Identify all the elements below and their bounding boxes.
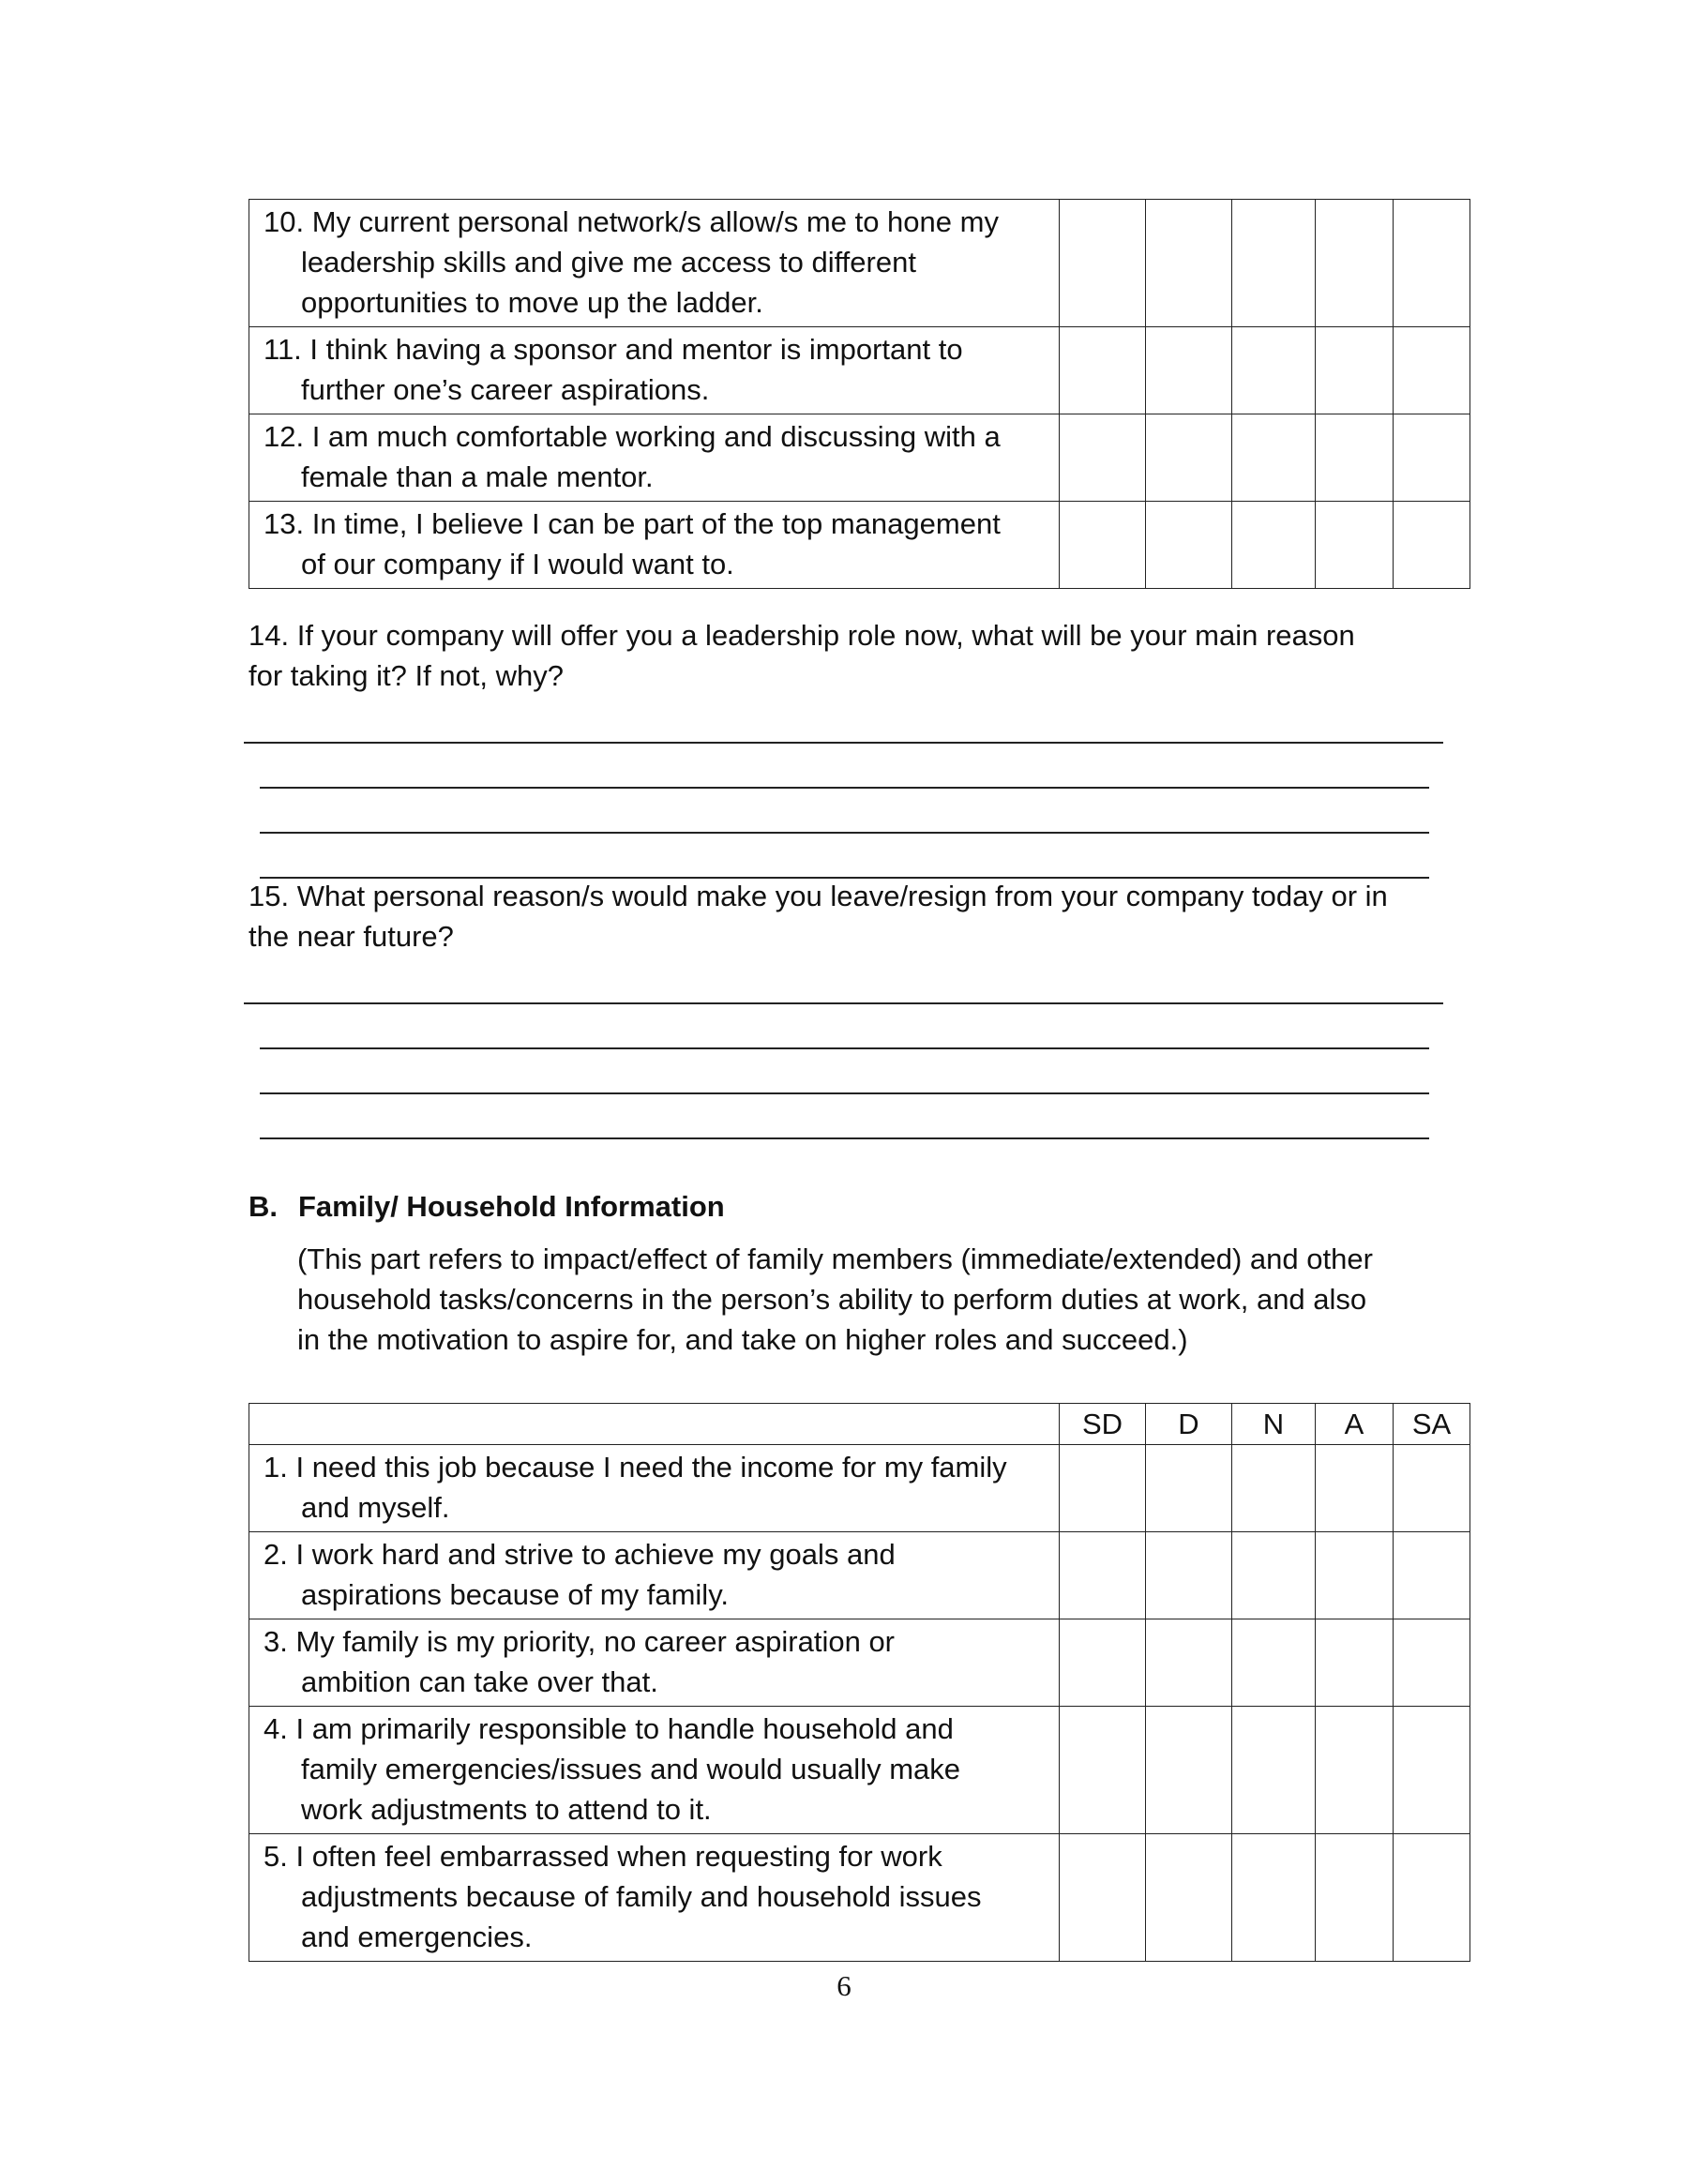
statement-line: and myself.	[301, 1491, 450, 1524]
statement-cell	[249, 1445, 1060, 1532]
page-number: 6	[836, 1969, 852, 2002]
statement-line: 5. I often feel embarrassed when requesting for work	[264, 1840, 942, 1873]
table-row	[249, 1707, 1470, 1834]
rating-box-sd[interactable]	[1060, 1834, 1146, 1962]
header-blank-cell	[249, 1404, 1060, 1445]
statement-line: ambition can take over that.	[301, 1665, 658, 1698]
rating-box-a[interactable]	[1316, 1619, 1394, 1707]
description-line: household tasks/concerns in the person’s ability to perform duties at work, and also	[297, 1283, 1367, 1316]
header-a: A	[1316, 1404, 1394, 1445]
rating-box-sd[interactable]	[1060, 1445, 1146, 1532]
table-row	[249, 200, 1470, 327]
answer-line[interactable]	[260, 1137, 1429, 1139]
rating-box-sd[interactable]	[1060, 327, 1146, 414]
table-row	[249, 414, 1470, 502]
statement-line: 1. I need this job because I need the income for my family	[264, 1451, 1007, 1484]
rating-box-d[interactable]	[1146, 502, 1232, 589]
question-14	[249, 615, 1496, 696]
description-line: (This part refers to impact/effect of family members (immediate/extended) and other	[297, 1243, 1373, 1275]
answer-line[interactable]	[244, 1002, 1443, 1004]
rating-box-sd[interactable]	[1060, 1619, 1146, 1707]
rating-box-sa[interactable]	[1394, 1619, 1470, 1707]
answer-line[interactable]	[260, 1047, 1429, 1049]
rating-box-sd[interactable]	[1060, 200, 1146, 327]
rating-box-d[interactable]	[1146, 1445, 1232, 1532]
statement-cell	[249, 327, 1060, 414]
rating-box-d[interactable]	[1146, 1532, 1232, 1619]
statement-cell	[249, 1834, 1060, 1962]
header-sd: SD	[1060, 1404, 1146, 1445]
rating-box-a[interactable]	[1316, 1834, 1394, 1962]
leadership-statements-table	[249, 199, 1470, 589]
question-15	[249, 876, 1496, 956]
rating-box-d[interactable]	[1146, 200, 1232, 327]
rating-box-a[interactable]	[1316, 414, 1394, 502]
rating-box-d[interactable]	[1146, 327, 1232, 414]
statement-line: adjustments because of family and household issues	[301, 1880, 982, 1913]
rating-box-d[interactable]	[1146, 414, 1232, 502]
rating-box-d[interactable]	[1146, 1619, 1232, 1707]
rating-box-n[interactable]	[1232, 414, 1316, 502]
header-sa: SA	[1394, 1404, 1470, 1445]
rating-box-n[interactable]	[1232, 502, 1316, 589]
statement-line: 13. In time, I believe I can be part of the top management	[264, 507, 1001, 540]
statement-cell	[249, 1619, 1060, 1707]
section-title: Family/ Household Information	[298, 1190, 725, 1223]
statement-line: opportunities to move up the ladder.	[301, 286, 763, 319]
statement-line: 4. I am primarily responsible to handle household and	[264, 1712, 954, 1745]
rating-box-d[interactable]	[1146, 1707, 1232, 1834]
rating-box-d[interactable]	[1146, 1834, 1232, 1962]
question-line: for taking it? If not, why?	[249, 659, 565, 692]
description-line: in the motivation to aspire for, and take on higher roles and succeed.)	[297, 1323, 1188, 1356]
rating-box-sa[interactable]	[1394, 502, 1470, 589]
section-letter: B.	[249, 1190, 278, 1223]
table-row	[249, 1445, 1470, 1532]
question-line: 15. What personal reason/s would make you leave/resign from your company today or in	[249, 880, 1388, 912]
rating-box-sa[interactable]	[1394, 414, 1470, 502]
rating-box-n[interactable]	[1232, 1532, 1316, 1619]
rating-box-sa[interactable]	[1394, 1707, 1470, 1834]
statement-line: family emergencies/issues and would usually make	[301, 1753, 960, 1785]
statement-cell	[249, 1532, 1060, 1619]
statement-line: 10. My current personal network/s allow/s me to hone my	[264, 205, 999, 238]
answer-line[interactable]	[260, 832, 1429, 834]
statement-line: of our company if I would want to.	[301, 548, 734, 580]
statement-line: 3. My family is my priority, no career aspiration or	[264, 1625, 896, 1658]
rating-box-a[interactable]	[1316, 1532, 1394, 1619]
header-n: N	[1232, 1404, 1316, 1445]
table-row	[249, 1834, 1470, 1962]
section-description	[297, 1239, 1373, 1360]
question-line: the near future?	[249, 920, 454, 953]
rating-box-a[interactable]	[1316, 1445, 1394, 1532]
rating-box-sa[interactable]	[1394, 1834, 1470, 1962]
table-header-row	[249, 1404, 1470, 1445]
statement-line: 11. I think having a sponsor and mentor is important to	[264, 333, 963, 366]
table-row	[249, 1532, 1470, 1619]
family-statements-table	[249, 1403, 1470, 1962]
table-row	[249, 502, 1470, 589]
statement-line: work adjustments to attend to it.	[301, 1793, 712, 1826]
rating-box-sd[interactable]	[1060, 1532, 1146, 1619]
statement-line: leadership skills and give me access to different	[301, 246, 916, 279]
rating-box-n[interactable]	[1232, 1834, 1316, 1962]
statement-cell	[249, 200, 1060, 327]
rating-box-n[interactable]	[1232, 327, 1316, 414]
answer-line[interactable]	[244, 742, 1443, 744]
rating-box-n[interactable]	[1232, 1445, 1316, 1532]
statement-cell	[249, 502, 1060, 589]
statement-line: further one’s career aspirations.	[301, 373, 710, 406]
question-line: 14. If your company will offer you a leadership role now, what will be your main reason	[249, 619, 1355, 652]
rating-box-n[interactable]	[1232, 1619, 1316, 1707]
table-row	[249, 1619, 1470, 1707]
rating-box-sd[interactable]	[1060, 502, 1146, 589]
table-row	[249, 327, 1470, 414]
statement-cell	[249, 1707, 1060, 1834]
rating-box-sa[interactable]	[1394, 200, 1470, 327]
rating-box-n[interactable]	[1232, 1707, 1316, 1834]
statement-line: and emergencies.	[301, 1920, 533, 1953]
answer-line[interactable]	[260, 787, 1429, 789]
statement-cell	[249, 414, 1060, 502]
rating-box-a[interactable]	[1316, 200, 1394, 327]
section-heading	[249, 1186, 725, 1227]
rating-box-n[interactable]	[1232, 200, 1316, 327]
statement-line: 2. I work hard and strive to achieve my goals and	[264, 1538, 896, 1571]
rating-box-sd[interactable]	[1060, 1707, 1146, 1834]
rating-box-a[interactable]	[1316, 327, 1394, 414]
rating-box-sa[interactable]	[1394, 1532, 1470, 1619]
rating-box-a[interactable]	[1316, 502, 1394, 589]
answer-line[interactable]	[260, 1092, 1429, 1094]
statement-line: female than a male mentor.	[301, 460, 654, 493]
rating-box-a[interactable]	[1316, 1707, 1394, 1834]
rating-box-sd[interactable]	[1060, 414, 1146, 502]
rating-box-sa[interactable]	[1394, 327, 1470, 414]
header-d: D	[1146, 1404, 1232, 1445]
statement-line: 12. I am much comfortable working and discussing with a	[264, 420, 1001, 453]
statement-line: aspirations because of my family.	[301, 1578, 730, 1611]
rating-box-sa[interactable]	[1394, 1445, 1470, 1532]
